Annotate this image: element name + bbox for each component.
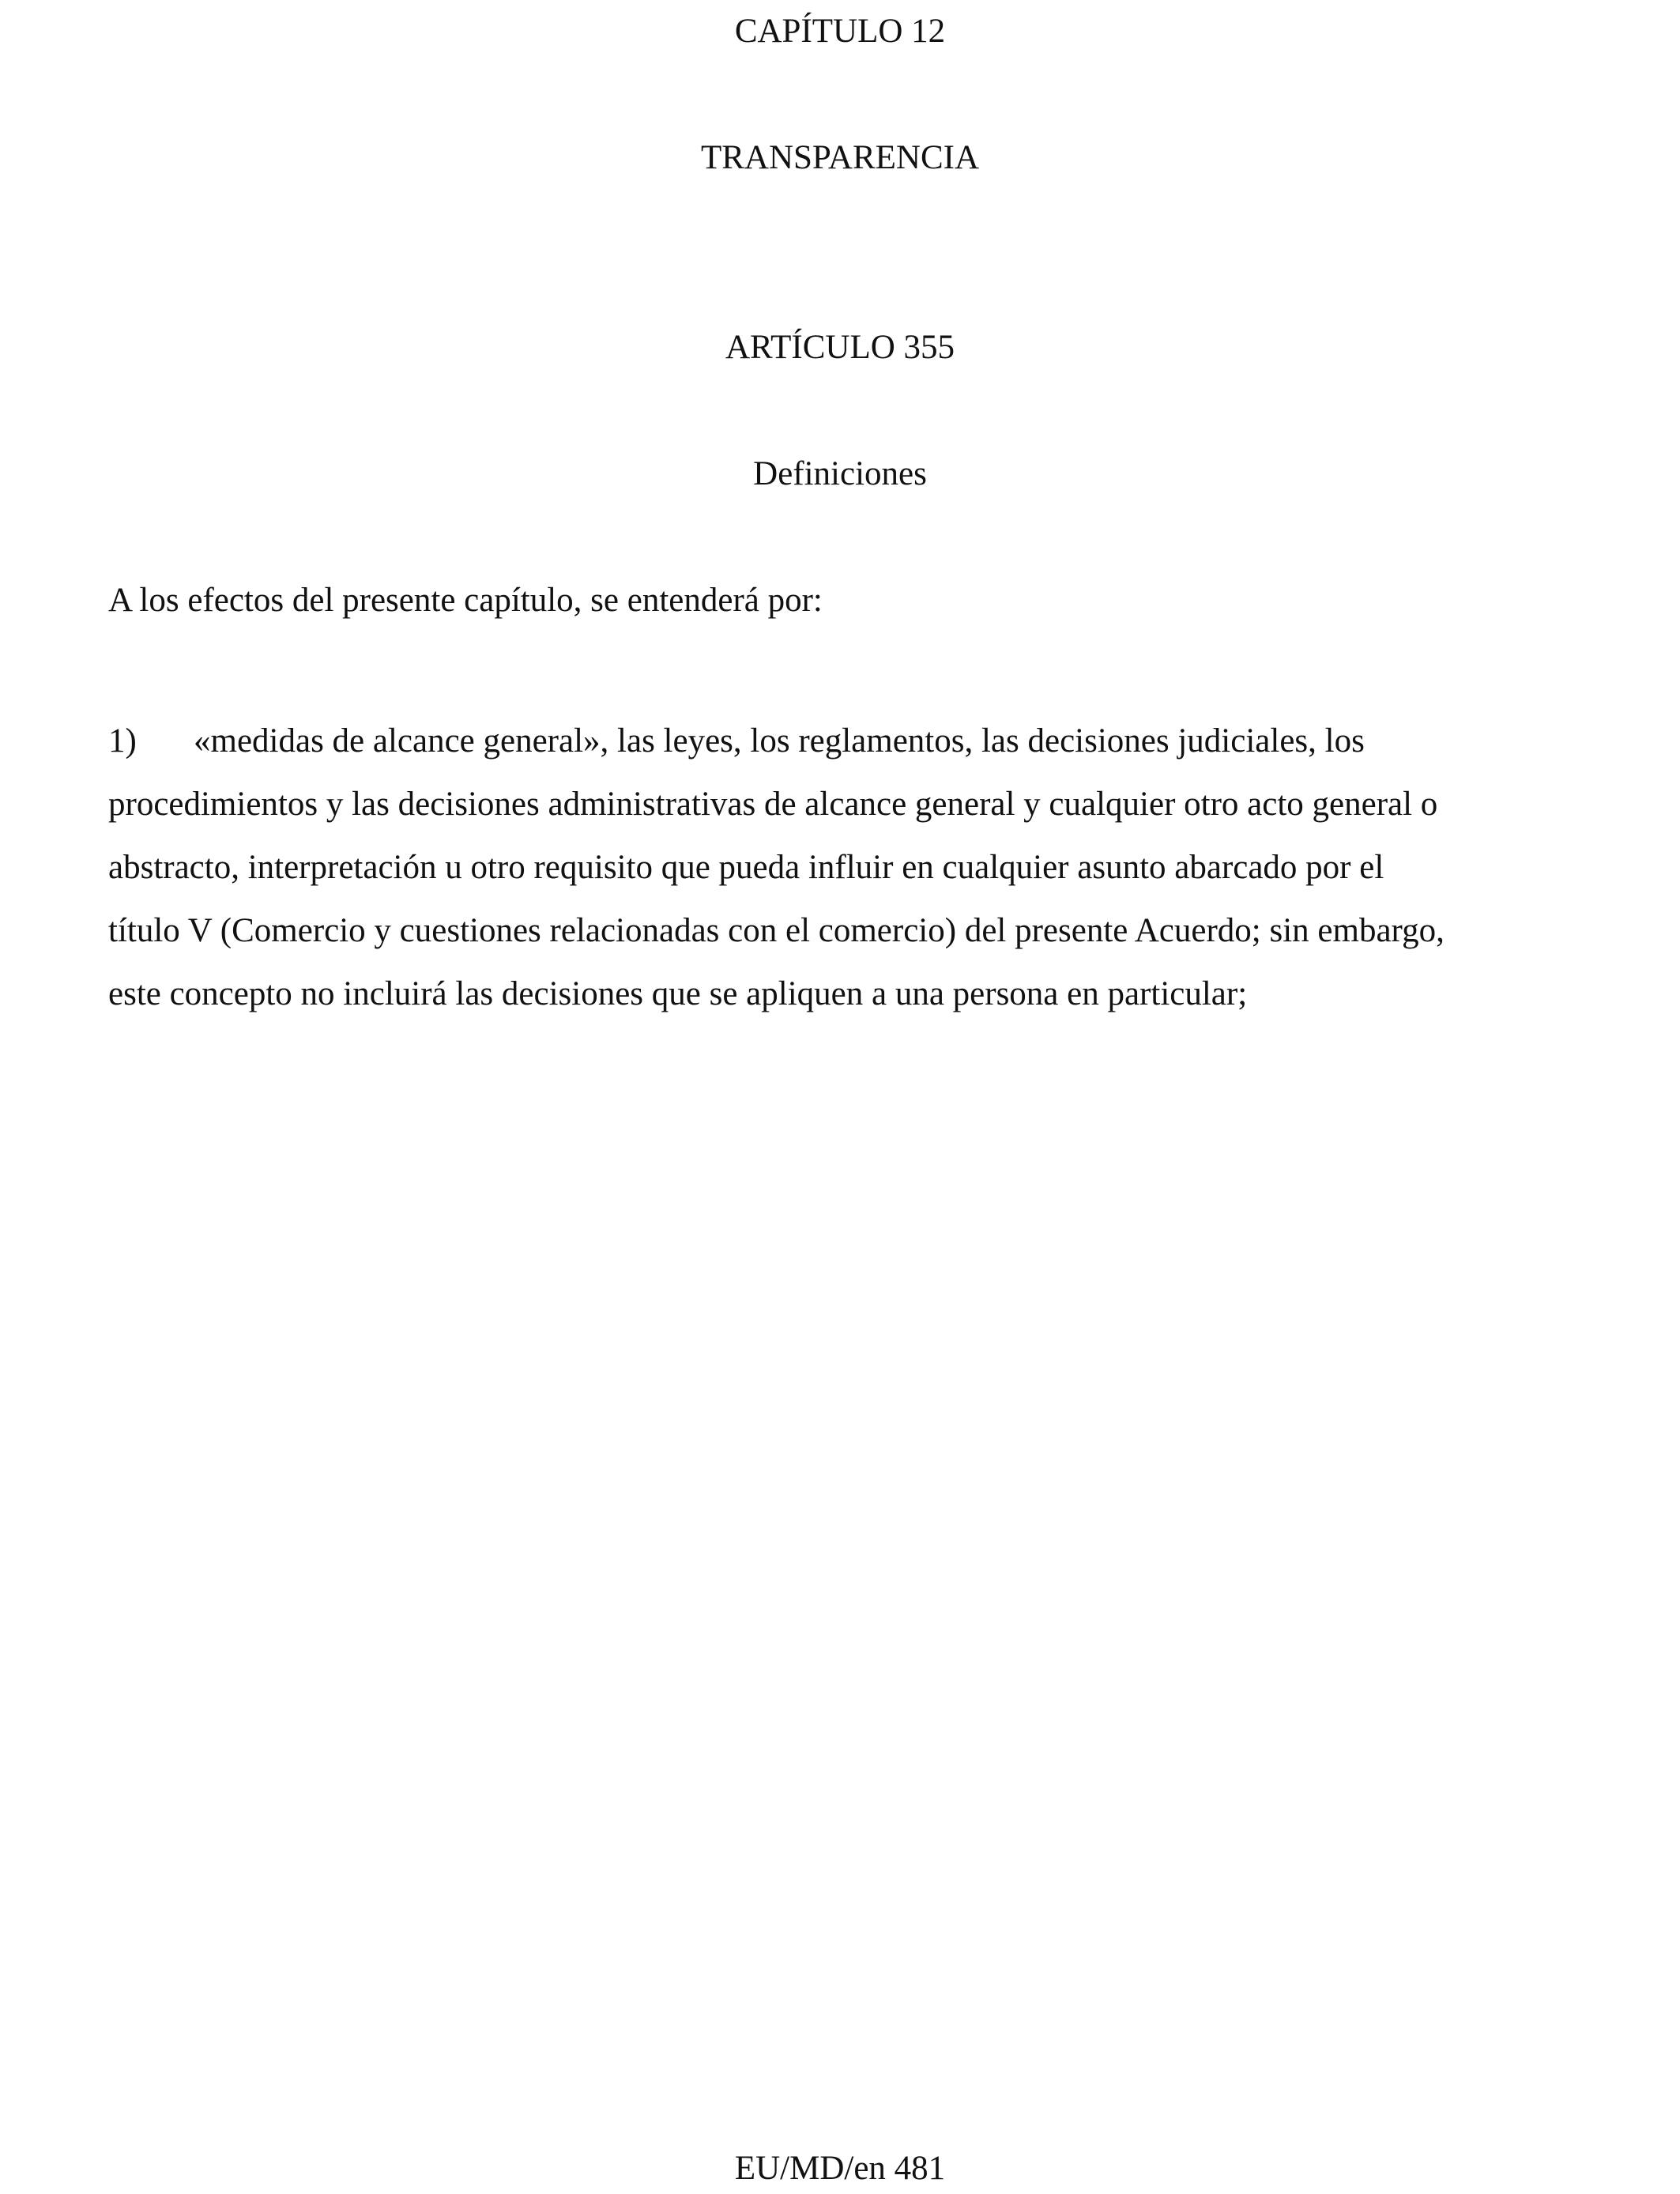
article-number: ARTÍCULO 355 [725, 329, 955, 366]
chapter-number: CAPÍTULO 12 [734, 13, 946, 50]
definition-line: este concepto no incluirá las decisiones que se apliquen a una persona en particular; [108, 975, 1248, 1012]
article-title: Definiciones [753, 455, 927, 492]
definition-number: 1) [108, 722, 137, 760]
definition-line: título V (Comercio y cuestiones relacionadas con el comercio) del presente Acuerdo; sin embargo, [108, 912, 1445, 949]
definition-item [108, 710, 1578, 1026]
definition-line: «medidas de alcance general», las leyes, los reglamentos, las decisiones judiciales, los [194, 722, 1365, 760]
definition-line: abstracto, interpretación u otro requisito que pueda influir en cualquier asunto abarcado por el [108, 849, 1384, 886]
page-footer: EU/MD/en 481 [734, 2150, 946, 2187]
intro-paragraph: A los efectos del presente capítulo, se entenderá por: [108, 582, 823, 619]
chapter-title: TRANSPARENCIA [700, 139, 980, 176]
definition-line: procedimientos y las decisiones administrativas de alcance general y cualquier otro acto general o [108, 786, 1438, 823]
definition-first-line [108, 710, 1578, 773]
